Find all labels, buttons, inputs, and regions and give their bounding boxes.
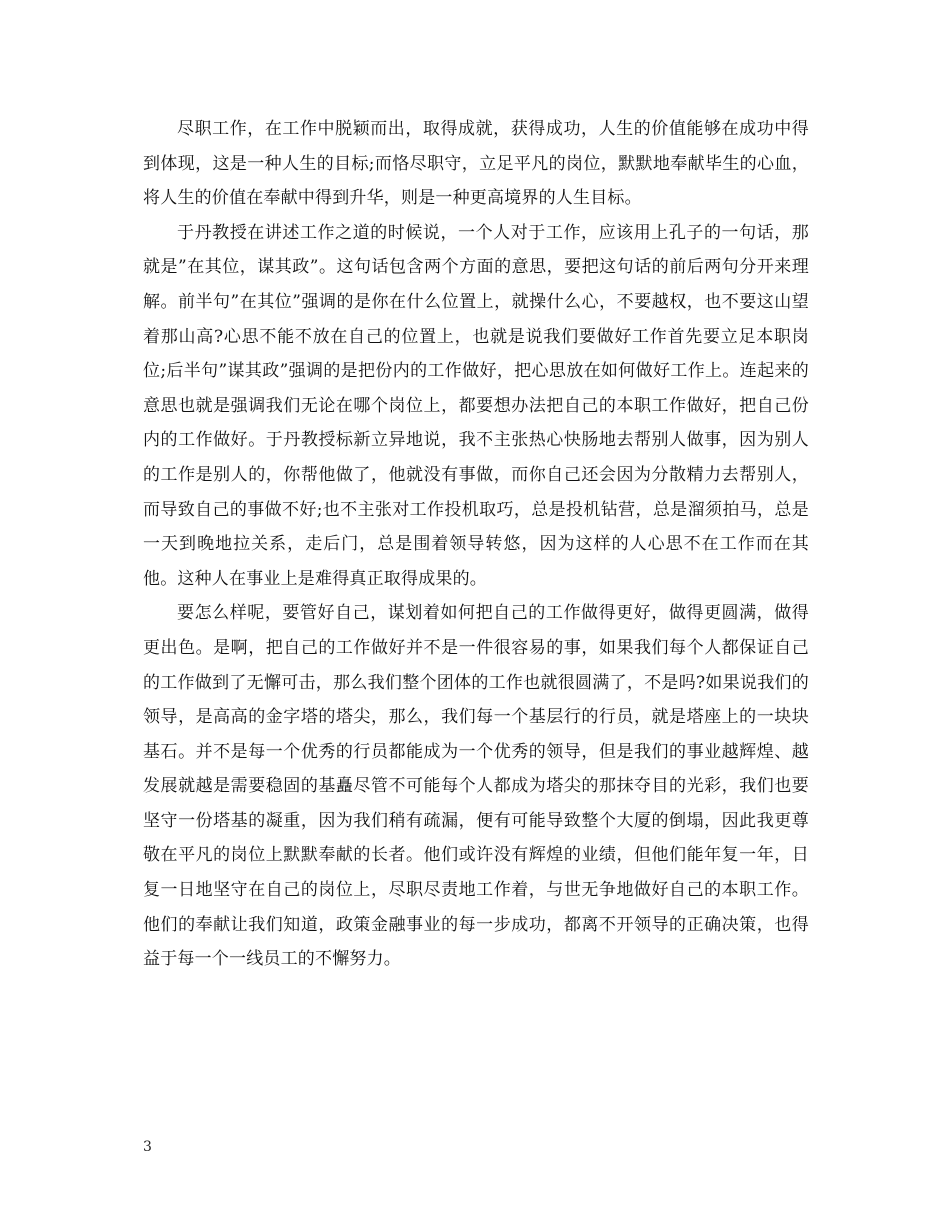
- page-number: 3: [143, 1139, 152, 1155]
- body-text: [143, 112, 809, 977]
- paragraph-3: 要怎么样呢，要管好自己，谋划着如何把自己的工作做得更好，做得更圆满，做得更出色。是啊，把自己的工作做好并不是一件很容易的事，如果我们每个人都保证自己的工作做到了无懈可击，那么我们整个团体的工作也就很圆满了，不是吗?如果说我们的领导，是高高的金字塔的塔尖，那么，我们每一个基层行的行员，就是塔座上的一块块基石。并不是每一个优秀的行员都能成为一个优秀的领导，但是我们的事业越辉煌、越发展就越是需要稳固的基矗尽管不可能每个人都成为塔尖的那抹夺目的光彩，我们也要坚守一份塔基的凝重，因为我们稍有疏漏，便有可能导致整个大厦的倒塌，因此我更尊敬在平凡的岗位上默默奉献的长者。他们或许没有辉煌的业绩，但他们能年复一年，日复一日地坚守在自己的岗位上，尽职尽责地工作着，与世无争地做好自己的本职工作。他们的奉献让我们知道，政策金融事业的每一步成功，都离不开领导的正确决策，也得益于每一个一线员工的不懈努力。: [143, 603, 809, 970]
- paragraph-1: 尽职工作，在工作中脱颖而出，取得成就，获得成功，人生的价值能够在成功中得到体现，这是一种人生的目标;而恪尽职守，立足平凡的岗位，默默地奉献毕生的心血，将人生的价值在奉献中得到升华，则是一种更高境界的人生目标。: [143, 119, 809, 209]
- paragraph-2: 于丹教授在讲述工作之道的时候说，一个人对于工作，应该用上孔子的一句话，那就是”在其位，谋其政”。这句话包含两个方面的意思，要把这句话的前后两句分开来理解。前半句”在其位”强调的是你在什么位置上，就操什么心，不要越权，也不要这山望着那山高?心思不能不放在自己的位置上，也就是说我们要做好工作首先要立足本职岗位;后半句”谋其政”强调的是把份内的工作做好，把心思放在如何做好工作上。连起来的意思也就是强调我们无论在哪个岗位上，都要想办法把自己的本职工作做好，把自己份内的工作做好。于丹教授标新立异地说，我不主张热心快肠地去帮别人做事，因为别人的工作是别人的，你帮他做了，他就没有事做，而你自己还会因为分散精力去帮别人，而导致自己的事做不好;也不主张对工作投机取巧，总是投机钻营，总是溜须拍马，总是一天到晚地拉关系，走后门，总是围着领导转悠，因为这样的人心思不在工作而在其他。这种人在事业上是难得真正取得成果的。: [143, 222, 809, 589]
